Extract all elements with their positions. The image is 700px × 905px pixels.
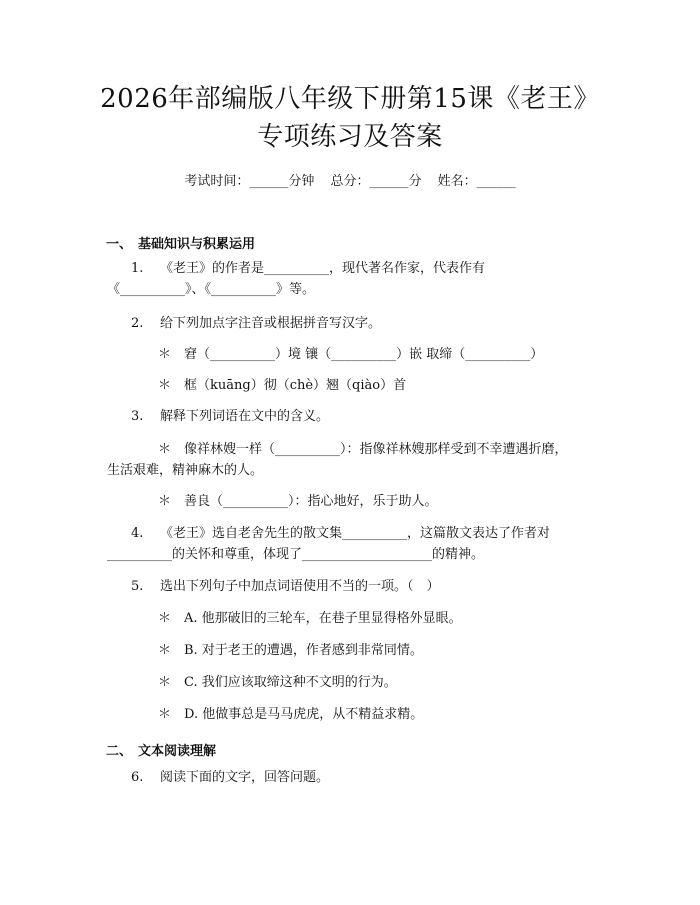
- section-number: 二、: [106, 744, 133, 759]
- section-title: 基础知识与积累运用: [138, 237, 256, 252]
- question-2-bullet-1: ＊ 窘（__________）境 镶（__________）嵌 取缔（__________）: [158, 347, 544, 362]
- option-a: ＊ A. 他那破旧的三轮车，在巷子里显得格外显眼。: [158, 611, 462, 626]
- question-2-bullet-2: ＊ 框（kuāng）彻（chè）翘（qiào）首: [158, 378, 407, 393]
- question-number: 4.: [131, 526, 144, 541]
- section-heading-1: [106, 233, 255, 252]
- question-number: 1.: [131, 261, 144, 276]
- exam-meta: [0, 170, 700, 189]
- exam-name: 姓名：______: [437, 174, 516, 189]
- question-2-text: 给下列加点字注音或根据拼音写汉字。: [160, 316, 382, 331]
- exam-score: 总分：______分: [330, 174, 422, 189]
- option-d: ＊ D. 他做事总是马马虎虎，从不精益求精。: [158, 707, 424, 722]
- question-3-bullet-1-cont: 生活艰难，精神麻木的人。: [107, 463, 264, 478]
- question-5-text: 选出下列句子中加点词语使用不当的一项。（ ）: [160, 579, 440, 594]
- question-1-line2: 《__________》、《__________》等。: [107, 282, 316, 297]
- page-title: 2026年部编版八年级下册第15课《老王》: [100, 84, 600, 114]
- question-4-line2: __________的关怀和尊重，体现了____________________的精神。: [107, 547, 485, 562]
- option-b: ＊ B. 对于老王的遭遇，作者感到非常同情。: [158, 643, 423, 658]
- question-6-text: 阅读下面的文字，回答问题。: [160, 770, 330, 785]
- question-number: 3.: [131, 409, 144, 424]
- question-3-bullet-1: ＊ 像祥林嫂一样（__________）：指像祥林嫂那样受到不幸遭遇折磨，: [158, 442, 568, 457]
- section-title: 文本阅读理解: [138, 744, 217, 759]
- question-number: 5.: [131, 579, 144, 594]
- question-3-text: 解释下列词语在文中的含义。: [160, 409, 330, 424]
- question-number: 6.: [131, 770, 144, 785]
- question-3-bullet-2: ＊ 善良（__________）：指心地好，乐于助人。: [158, 494, 438, 509]
- question-4-line1: 《老王》选自老舍先生的散文集__________，这篇散文表达了作者对: [160, 526, 551, 541]
- option-c: ＊ C. 我们应该取缔这种不文明的行为。: [158, 675, 397, 690]
- page-subtitle: 专项练习及答案: [257, 122, 443, 152]
- question-1-line1: 《老王》的作者是__________，现代著名作家，代表作有: [160, 261, 486, 276]
- section-number: 一、: [106, 237, 133, 252]
- question-number: 2.: [131, 316, 144, 331]
- section-heading-2: [106, 740, 216, 759]
- exam-time: 考试时间：______分钟: [184, 174, 315, 189]
